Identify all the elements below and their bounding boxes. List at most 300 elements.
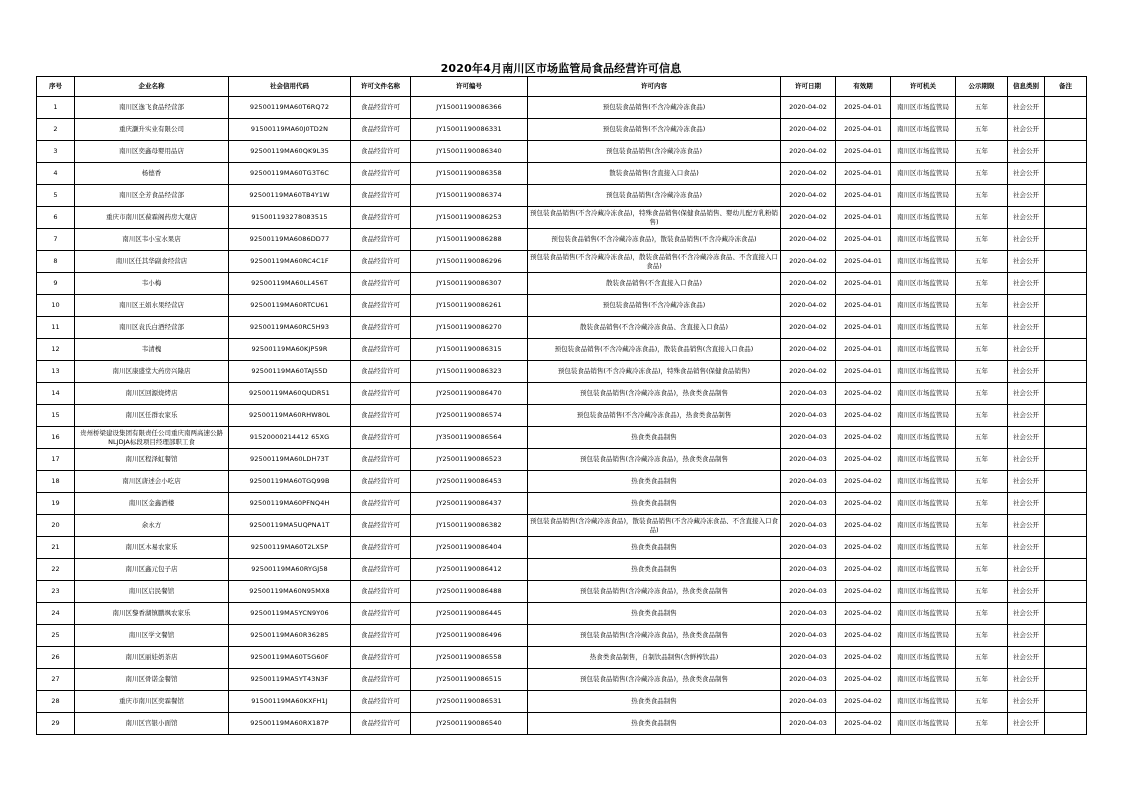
table-row xyxy=(37,581,1087,603)
cell-content: 散装食品销售(不含冷藏冷冻食品、含直接入口食品) xyxy=(528,317,781,339)
table-row xyxy=(37,273,1087,295)
cell-remark xyxy=(1045,229,1087,251)
cell-category: 社会公开 xyxy=(1008,383,1045,405)
cell-company-name: 南川区丽娃奶茶店 xyxy=(75,647,229,669)
cell-category: 社会公开 xyxy=(1008,405,1045,427)
cell-category: 社会公开 xyxy=(1008,229,1045,251)
cell-seq: 9 xyxy=(37,273,75,295)
cell-category: 社会公开 xyxy=(1008,427,1045,449)
cell-category: 社会公开 xyxy=(1008,185,1045,207)
cell-seq: 22 xyxy=(37,559,75,581)
table-row xyxy=(37,515,1087,537)
cell-doc-name: 食品经营许可 xyxy=(351,339,411,361)
cell-remark xyxy=(1045,361,1087,383)
cell-content: 预包装食品销售(不含冷藏冷冻食品) xyxy=(528,97,781,119)
cell-authority: 南川区市场监管局 xyxy=(891,647,956,669)
cell-valid-until: 2025-04-02 xyxy=(836,625,891,647)
cell-period: 五年 xyxy=(956,383,1008,405)
cell-period: 五年 xyxy=(956,449,1008,471)
cell-seq: 2 xyxy=(37,119,75,141)
cell-date: 2020-04-03 xyxy=(781,559,836,581)
cell-valid-until: 2025-04-01 xyxy=(836,295,891,317)
cell-doc-name: 食品经营许可 xyxy=(351,361,411,383)
cell-category: 社会公开 xyxy=(1008,515,1045,537)
cell-authority: 南川区市场监管局 xyxy=(891,97,956,119)
cell-date: 2020-04-02 xyxy=(781,251,836,273)
cell-credit-code: 92500119MA60QK9L35 xyxy=(229,141,351,163)
cell-period: 五年 xyxy=(956,207,1008,229)
table-row xyxy=(37,603,1087,625)
cell-credit-code: 92500119MA60RHW80L xyxy=(229,405,351,427)
cell-authority: 南川区市场监管局 xyxy=(891,471,956,493)
cell-credit-code: 92500119MA60KJP59R xyxy=(229,339,351,361)
cell-license-no: JY15001190086307 xyxy=(411,273,528,295)
cell-valid-until: 2025-04-01 xyxy=(836,317,891,339)
cell-authority: 南川区市场监管局 xyxy=(891,383,956,405)
cell-remark xyxy=(1045,163,1087,185)
cell-content: 热食类食品制售，自制饮品制售(含鲜榨饮品) xyxy=(528,647,781,669)
cell-seq: 12 xyxy=(37,339,75,361)
cell-license-no: JY25001190086531 xyxy=(411,691,528,713)
cell-credit-code: 91520000214412 65XG xyxy=(229,427,351,449)
cell-credit-code: 92500119MA60RX187P xyxy=(229,713,351,735)
table-row xyxy=(37,493,1087,515)
cell-doc-name: 食品经营许可 xyxy=(351,691,411,713)
cell-credit-code: 92500119MA60TAJ55D xyxy=(229,361,351,383)
cell-company-name: 韦清槐 xyxy=(75,339,229,361)
cell-authority: 南川区市场监管局 xyxy=(891,691,956,713)
table-row xyxy=(37,691,1087,713)
cell-valid-until: 2025-04-02 xyxy=(836,713,891,735)
cell-authority: 南川区市场监管局 xyxy=(891,559,956,581)
cell-content: 预包装食品销售(含冷藏冷冻食品)，热食类食品制售 xyxy=(528,581,781,603)
cell-credit-code: 92500119MA60R36285 xyxy=(229,625,351,647)
cell-period: 五年 xyxy=(956,713,1008,735)
cell-remark xyxy=(1045,471,1087,493)
cell-date: 2020-04-02 xyxy=(781,339,836,361)
cell-seq: 25 xyxy=(37,625,75,647)
cell-seq: 26 xyxy=(37,647,75,669)
cell-doc-name: 食品经营许可 xyxy=(351,185,411,207)
cell-remark xyxy=(1045,647,1087,669)
cell-date: 2020-04-03 xyxy=(781,493,836,515)
cell-credit-code: 92500119MA60T5G60F xyxy=(229,647,351,669)
cell-category: 社会公开 xyxy=(1008,537,1045,559)
cell-category: 社会公开 xyxy=(1008,251,1045,273)
cell-content: 散装食品销售(不含直接入口食品) xyxy=(528,273,781,295)
cell-valid-until: 2025-04-01 xyxy=(836,185,891,207)
cell-period: 五年 xyxy=(956,163,1008,185)
cell-company-name: 南川区奕鑫母婴用品店 xyxy=(75,141,229,163)
cell-category: 社会公开 xyxy=(1008,163,1045,185)
cell-company-name: 南川区金鑫酒楼 xyxy=(75,493,229,515)
table-row xyxy=(37,559,1087,581)
cell-license-no: JY25001190086404 xyxy=(411,537,528,559)
cell-remark xyxy=(1045,449,1087,471)
cell-company-name: 南川区王娟水果经营店 xyxy=(75,295,229,317)
cell-seq: 3 xyxy=(37,141,75,163)
cell-content: 热食类食品制售 xyxy=(528,691,781,713)
cell-credit-code: 92500119MA5YT43N3F xyxy=(229,669,351,691)
cell-period: 五年 xyxy=(956,295,1008,317)
cell-content: 预包装食品销售(不含冷藏冷冻食品)，散装食品销售(不含冷藏冷冻食品) xyxy=(528,229,781,251)
table-row xyxy=(37,141,1087,163)
cell-license-no: JY25001190086445 xyxy=(411,603,528,625)
cell-remark xyxy=(1045,339,1087,361)
cell-category: 社会公开 xyxy=(1008,493,1045,515)
cell-remark xyxy=(1045,669,1087,691)
cell-authority: 南川区市场监管局 xyxy=(891,515,956,537)
cell-company-name: 余永方 xyxy=(75,515,229,537)
cell-remark xyxy=(1045,97,1087,119)
table-row xyxy=(37,647,1087,669)
cell-remark xyxy=(1045,251,1087,273)
cell-doc-name: 食品经营许可 xyxy=(351,581,411,603)
header-category: 信息类别 xyxy=(1008,77,1045,97)
cell-authority: 南川区市场监管局 xyxy=(891,295,956,317)
license-table xyxy=(36,76,1087,735)
cell-category: 社会公开 xyxy=(1008,317,1045,339)
cell-category: 社会公开 xyxy=(1008,207,1045,229)
cell-company-name: 韦小梅 xyxy=(75,273,229,295)
cell-category: 社会公开 xyxy=(1008,361,1045,383)
table-row xyxy=(37,405,1087,427)
cell-license-no: JY25001190086453 xyxy=(411,471,528,493)
table-body xyxy=(37,97,1087,735)
cell-credit-code: 92500119MA60TGQ99B xyxy=(229,471,351,493)
cell-valid-until: 2025-04-02 xyxy=(836,471,891,493)
cell-credit-code: 92500119MA60RC4C1F xyxy=(229,251,351,273)
cell-category: 社会公开 xyxy=(1008,273,1045,295)
table-row xyxy=(37,449,1087,471)
cell-seq: 16 xyxy=(37,427,75,449)
cell-period: 五年 xyxy=(956,427,1008,449)
cell-valid-until: 2025-04-02 xyxy=(836,405,891,427)
cell-credit-code: 92500119MA60T2LX5P xyxy=(229,537,351,559)
cell-remark xyxy=(1045,427,1087,449)
cell-authority: 南川区市场监管局 xyxy=(891,317,956,339)
cell-remark xyxy=(1045,405,1087,427)
cell-seq: 10 xyxy=(37,295,75,317)
cell-doc-name: 食品经营许可 xyxy=(351,493,411,515)
cell-credit-code: 915001193278083515 xyxy=(229,207,351,229)
cell-remark xyxy=(1045,537,1087,559)
cell-doc-name: 食品经营许可 xyxy=(351,669,411,691)
cell-category: 社会公开 xyxy=(1008,603,1045,625)
cell-period: 五年 xyxy=(956,471,1008,493)
cell-category: 社会公开 xyxy=(1008,581,1045,603)
cell-date: 2020-04-03 xyxy=(781,427,836,449)
cell-authority: 南川区市场监管局 xyxy=(891,185,956,207)
header-remark: 备注 xyxy=(1045,77,1087,97)
cell-date: 2020-04-02 xyxy=(781,229,836,251)
cell-authority: 南川区市场监管局 xyxy=(891,427,956,449)
cell-doc-name: 食品经营许可 xyxy=(351,251,411,273)
cell-valid-until: 2025-04-02 xyxy=(836,515,891,537)
cell-valid-until: 2025-04-02 xyxy=(836,449,891,471)
cell-date: 2020-04-03 xyxy=(781,647,836,669)
cell-content: 热食类食品制售 xyxy=(528,559,781,581)
cell-license-no: JY15001190086315 xyxy=(411,339,528,361)
cell-valid-until: 2025-04-01 xyxy=(836,207,891,229)
cell-company-name: 南川区唐述会小吃店 xyxy=(75,471,229,493)
cell-period: 五年 xyxy=(956,141,1008,163)
cell-doc-name: 食品经营许可 xyxy=(351,713,411,735)
header-authority: 许可机关 xyxy=(891,77,956,97)
cell-authority: 南川区市场监管局 xyxy=(891,361,956,383)
cell-content: 热食类食品制售 xyxy=(528,427,781,449)
cell-company-name: 南川区全芳食品经营部 xyxy=(75,185,229,207)
cell-company-name: 南川区逸飞食品经营部 xyxy=(75,97,229,119)
cell-seq: 5 xyxy=(37,185,75,207)
cell-authority: 南川区市场监管局 xyxy=(891,581,956,603)
table-row xyxy=(37,163,1087,185)
cell-period: 五年 xyxy=(956,559,1008,581)
cell-content: 预包装食品销售(不含冷藏冷冻食品) xyxy=(528,295,781,317)
cell-valid-until: 2025-04-02 xyxy=(836,647,891,669)
table-row xyxy=(37,713,1087,735)
cell-category: 社会公开 xyxy=(1008,471,1045,493)
table-row xyxy=(37,185,1087,207)
cell-valid-until: 2025-04-02 xyxy=(836,383,891,405)
cell-license-no: JY25001190086574 xyxy=(411,405,528,427)
cell-period: 五年 xyxy=(956,339,1008,361)
cell-date: 2020-04-03 xyxy=(781,691,836,713)
cell-seq: 17 xyxy=(37,449,75,471)
header-seq: 序号 xyxy=(37,77,75,97)
cell-license-no: JY15001190086323 xyxy=(411,361,528,383)
cell-credit-code: 92500119MA5UQPNA1T xyxy=(229,515,351,537)
cell-valid-until: 2025-04-02 xyxy=(836,581,891,603)
cell-remark xyxy=(1045,383,1087,405)
cell-period: 五年 xyxy=(956,273,1008,295)
cell-license-no: JY15001190086296 xyxy=(411,251,528,273)
cell-doc-name: 食品经营许可 xyxy=(351,427,411,449)
cell-company-name: 南川区木易农家乐 xyxy=(75,537,229,559)
cell-seq: 4 xyxy=(37,163,75,185)
cell-period: 五年 xyxy=(956,229,1008,251)
cell-valid-until: 2025-04-02 xyxy=(836,691,891,713)
cell-credit-code: 92500119MA60LL456T xyxy=(229,273,351,295)
cell-seq: 13 xyxy=(37,361,75,383)
cell-date: 2020-04-02 xyxy=(781,163,836,185)
cell-content: 预包装食品销售(含冷藏冷冻食品)，热食类食品制售 xyxy=(528,383,781,405)
cell-date: 2020-04-03 xyxy=(781,405,836,427)
cell-valid-until: 2025-04-01 xyxy=(836,273,891,295)
table-row xyxy=(37,361,1087,383)
cell-period: 五年 xyxy=(956,669,1008,691)
cell-license-no: JY15001190086253 xyxy=(411,207,528,229)
cell-category: 社会公开 xyxy=(1008,669,1045,691)
cell-credit-code: 92500119MA60QUDR51 xyxy=(229,383,351,405)
cell-content: 预包装食品销售(不含冷藏冷冻食品)，特殊食品销售(保健食品销售) xyxy=(528,361,781,383)
cell-license-no: JY15001190086270 xyxy=(411,317,528,339)
cell-remark xyxy=(1045,493,1087,515)
cell-license-no: JY25001190086412 xyxy=(411,559,528,581)
cell-remark xyxy=(1045,295,1087,317)
cell-category: 社会公开 xyxy=(1008,97,1045,119)
cell-period: 五年 xyxy=(956,97,1008,119)
cell-valid-until: 2025-04-02 xyxy=(836,669,891,691)
cell-valid-until: 2025-04-01 xyxy=(836,119,891,141)
cell-license-no: JY25001190086558 xyxy=(411,647,528,669)
cell-period: 五年 xyxy=(956,405,1008,427)
cell-company-name: 南川区袁氏白酒经营部 xyxy=(75,317,229,339)
cell-doc-name: 食品经营许可 xyxy=(351,515,411,537)
cell-authority: 南川区市场监管局 xyxy=(891,251,956,273)
cell-valid-until: 2025-04-02 xyxy=(836,427,891,449)
cell-content: 热食类食品制售 xyxy=(528,713,781,735)
cell-date: 2020-04-03 xyxy=(781,669,836,691)
cell-content: 热食类食品制售 xyxy=(528,493,781,515)
cell-valid-until: 2025-04-02 xyxy=(836,559,891,581)
cell-authority: 南川区市场监管局 xyxy=(891,207,956,229)
header-content: 许可内容 xyxy=(528,77,781,97)
cell-license-no: JY15001190086331 xyxy=(411,119,528,141)
cell-license-no: JY15001190086340 xyxy=(411,141,528,163)
cell-valid-until: 2025-04-01 xyxy=(836,339,891,361)
cell-remark xyxy=(1045,625,1087,647)
cell-date: 2020-04-03 xyxy=(781,383,836,405)
cell-period: 五年 xyxy=(956,603,1008,625)
cell-date: 2020-04-02 xyxy=(781,273,836,295)
cell-category: 社会公开 xyxy=(1008,141,1045,163)
cell-license-no: JY25001190086437 xyxy=(411,493,528,515)
cell-period: 五年 xyxy=(956,251,1008,273)
table-row xyxy=(37,471,1087,493)
cell-doc-name: 食品经营许可 xyxy=(351,317,411,339)
cell-doc-name: 食品经营许可 xyxy=(351,603,411,625)
cell-authority: 南川区市场监管局 xyxy=(891,141,956,163)
cell-valid-until: 2025-04-02 xyxy=(836,603,891,625)
cell-date: 2020-04-03 xyxy=(781,625,836,647)
cell-date: 2020-04-02 xyxy=(781,97,836,119)
cell-license-no: JY25001190086523 xyxy=(411,449,528,471)
cell-doc-name: 食品经营许可 xyxy=(351,295,411,317)
cell-content: 热食类食品制售 xyxy=(528,603,781,625)
cell-doc-name: 食品经营许可 xyxy=(351,405,411,427)
cell-content: 预包装食品销售(含冷藏冷冻食品)，散装食品销售(不含冷藏冷冻食品、不含直接入口食品) xyxy=(528,515,781,537)
header-license-no: 许可编号 xyxy=(411,77,528,97)
cell-remark xyxy=(1045,185,1087,207)
header-date: 许可日期 xyxy=(781,77,836,97)
cell-valid-until: 2025-04-01 xyxy=(836,251,891,273)
cell-company-name: 重庆市南川区葆霖阁药房大观店 xyxy=(75,207,229,229)
cell-content: 预包装食品销售(含冷藏冷冻食品)，热食类食品制售 xyxy=(528,669,781,691)
cell-seq: 23 xyxy=(37,581,75,603)
header-company-name: 企业名称 xyxy=(75,77,229,97)
cell-authority: 南川区市场监管局 xyxy=(891,537,956,559)
cell-period: 五年 xyxy=(956,537,1008,559)
cell-content: 热食类食品制售 xyxy=(528,471,781,493)
table-row xyxy=(37,229,1087,251)
cell-authority: 南川区市场监管局 xyxy=(891,119,956,141)
cell-authority: 南川区市场监管局 xyxy=(891,625,956,647)
cell-authority: 南川区市场监管局 xyxy=(891,405,956,427)
header-row xyxy=(37,77,1087,97)
cell-remark xyxy=(1045,141,1087,163)
table-row xyxy=(37,339,1087,361)
table-row xyxy=(37,207,1087,229)
cell-doc-name: 食品经营许可 xyxy=(351,625,411,647)
cell-period: 五年 xyxy=(956,647,1008,669)
cell-authority: 南川区市场监管局 xyxy=(891,449,956,471)
cell-remark xyxy=(1045,317,1087,339)
table-row xyxy=(37,295,1087,317)
cell-content: 预包装食品销售(含冷藏冷冻食品) xyxy=(528,141,781,163)
cell-doc-name: 食品经营许可 xyxy=(351,229,411,251)
cell-doc-name: 食品经营许可 xyxy=(351,559,411,581)
cell-category: 社会公开 xyxy=(1008,713,1045,735)
cell-category: 社会公开 xyxy=(1008,647,1045,669)
cell-category: 社会公开 xyxy=(1008,559,1045,581)
cell-valid-until: 2025-04-01 xyxy=(836,163,891,185)
cell-remark xyxy=(1045,691,1087,713)
cell-valid-until: 2025-04-02 xyxy=(836,537,891,559)
cell-credit-code: 92500119MA5YCN9Y06 xyxy=(229,603,351,625)
cell-remark xyxy=(1045,713,1087,735)
cell-content: 预包装食品销售(含冷藏冷冻食品) xyxy=(528,185,781,207)
cell-seq: 8 xyxy=(37,251,75,273)
cell-valid-until: 2025-04-02 xyxy=(836,493,891,515)
cell-period: 五年 xyxy=(956,581,1008,603)
cell-credit-code: 92500119MA6086DD77 xyxy=(229,229,351,251)
cell-credit-code: 91500119MA60J0TD2N xyxy=(229,119,351,141)
cell-content: 散装食品销售(含直接入口食品) xyxy=(528,163,781,185)
cell-doc-name: 食品经营许可 xyxy=(351,449,411,471)
cell-date: 2020-04-02 xyxy=(781,207,836,229)
cell-seq: 6 xyxy=(37,207,75,229)
cell-content: 预包装食品销售(含冷藏冷冻食品)，热食类食品制售 xyxy=(528,449,781,471)
cell-credit-code: 92500119MA60RC5H93 xyxy=(229,317,351,339)
cell-remark xyxy=(1045,515,1087,537)
table-row xyxy=(37,427,1087,449)
cell-company-name: 南川区任其华副食经营店 xyxy=(75,251,229,273)
cell-remark xyxy=(1045,603,1087,625)
cell-license-no: JY25001190086540 xyxy=(411,713,528,735)
cell-company-name: 南川区程泽虹餐馆 xyxy=(75,449,229,471)
cell-authority: 南川区市场监管局 xyxy=(891,273,956,295)
cell-remark xyxy=(1045,581,1087,603)
cell-credit-code: 92500119MA60RTCU61 xyxy=(229,295,351,317)
cell-date: 2020-04-03 xyxy=(781,713,836,735)
cell-company-name: 南川区官银小面馆 xyxy=(75,713,229,735)
cell-date: 2020-04-03 xyxy=(781,515,836,537)
cell-company-name: 南川区鑫元包子店 xyxy=(75,559,229,581)
cell-date: 2020-04-03 xyxy=(781,449,836,471)
cell-seq: 28 xyxy=(37,691,75,713)
cell-license-no: JY15001190086358 xyxy=(411,163,528,185)
cell-period: 五年 xyxy=(956,185,1008,207)
cell-category: 社会公开 xyxy=(1008,119,1045,141)
cell-seq: 1 xyxy=(37,97,75,119)
cell-seq: 11 xyxy=(37,317,75,339)
cell-period: 五年 xyxy=(956,119,1008,141)
cell-company-name: 贵州桥梁建设集团有限责任公司重庆南两高速公路NLJDJA标段项目经理部职工食 xyxy=(75,427,229,449)
table-row xyxy=(37,317,1087,339)
cell-seq: 29 xyxy=(37,713,75,735)
table-row xyxy=(37,383,1087,405)
cell-license-no: JY35001190086564 xyxy=(411,427,528,449)
cell-content: 预包装食品销售(不含冷藏冷冻食品)，散装食品销售(不含冷藏冷冻食品、不含直接入口食品) xyxy=(528,251,781,273)
cell-period: 五年 xyxy=(956,515,1008,537)
cell-date: 2020-04-02 xyxy=(781,361,836,383)
cell-content: 预包装食品销售(不含冷藏冷冻食品)，热食类食品制售 xyxy=(528,405,781,427)
cell-category: 社会公开 xyxy=(1008,625,1045,647)
cell-date: 2020-04-03 xyxy=(781,537,836,559)
cell-license-no: JY15001190086374 xyxy=(411,185,528,207)
cell-authority: 南川区市场监管局 xyxy=(891,163,956,185)
